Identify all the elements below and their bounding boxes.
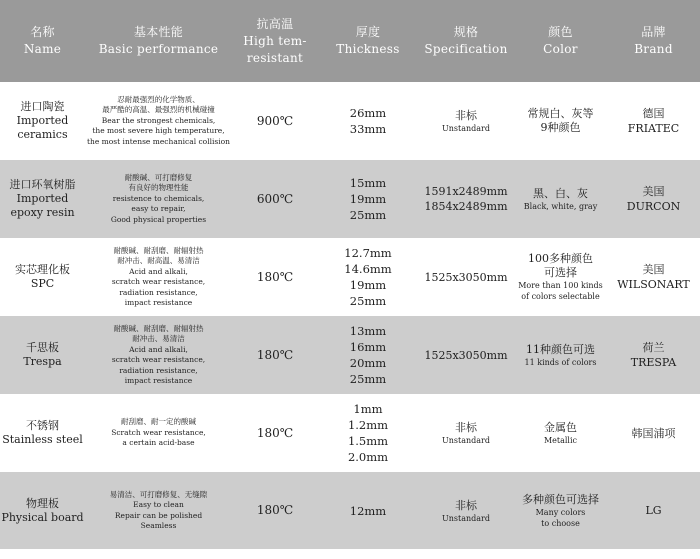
thickness-values-line: 19mm <box>349 192 387 206</box>
material-name-line: Physical board <box>1 510 84 524</box>
specification <box>418 472 514 549</box>
specification <box>418 82 514 160</box>
color-options-line: 多种颜色可选择 <box>522 492 599 506</box>
performance-text-line: Scratch wear resistance, <box>111 427 206 437</box>
color-options <box>514 238 607 316</box>
specification-line: Unstandard <box>442 436 490 445</box>
specification-line: 非标 <box>455 498 477 512</box>
performance-text-line: Acid and alkali, <box>129 344 188 354</box>
brand-name-line: 韩国浦项 <box>631 426 676 440</box>
color-options <box>514 316 607 394</box>
performance-text-line: 耐刮磨、耐一定的酸碱 <box>121 417 196 427</box>
temperature-value-line: 180℃ <box>256 269 294 284</box>
specification <box>418 394 514 472</box>
specification-line: 非标 <box>455 109 477 122</box>
material-name <box>0 160 85 238</box>
performance-text-line: Acid and alkali, <box>129 266 188 276</box>
thickness-values-line: 33mm <box>349 122 387 136</box>
color-options-line: 11种颜色可选 <box>526 342 595 356</box>
color-options <box>514 82 607 160</box>
temperature-value <box>232 472 318 549</box>
material-name-line: 进口陶瓷 <box>20 100 65 113</box>
color-options-line: Black, white, gray <box>523 201 598 211</box>
color-options <box>514 472 607 549</box>
color-options-line: to choose <box>541 518 580 528</box>
material-name <box>0 394 85 472</box>
performance-text-line: 耐酸碱、耐刮磨、耐辐射热 <box>113 245 204 255</box>
brand-name <box>607 472 700 549</box>
brand-name-line: LG <box>645 504 662 517</box>
thickness-values <box>318 472 418 549</box>
thickness-values-line: 15mm <box>349 176 387 190</box>
performance-text <box>85 82 232 160</box>
table-body <box>0 82 700 549</box>
material-name-line: 千思板 <box>26 341 59 354</box>
performance-text <box>85 472 232 549</box>
thickness-values-line: 25mm <box>349 208 387 222</box>
header-row <box>0 0 700 82</box>
material-name-line: Imported <box>16 192 69 205</box>
performance-text-line: 耐冲击、耐高温、易清洁 <box>117 256 200 265</box>
temperature-value-line: 600℃ <box>256 191 294 206</box>
material-name-line: Imported <box>16 114 69 127</box>
specification <box>418 238 514 316</box>
thickness-values <box>318 316 418 394</box>
table-row <box>0 472 700 549</box>
brand-name-line: DURCON <box>626 200 681 213</box>
performance-text-line: impact resistance <box>124 376 193 385</box>
header-name: 名称 Name <box>23 25 62 56</box>
specification-line: 1854x2489mm <box>424 200 508 213</box>
performance-text-line: 耐酸碱、可打磨修复 <box>124 172 193 182</box>
performance-text-line: 忍耐最强烈的化学物质、 <box>117 94 200 104</box>
performance-text <box>85 238 232 316</box>
material-name-line: 物理板 <box>26 496 59 510</box>
brand-name-line: FRIATEC <box>627 122 680 135</box>
thickness-values <box>318 82 418 160</box>
performance-text-line: 耐冲击、易清洁 <box>132 334 185 343</box>
brand-name-line: 德国 <box>642 107 665 120</box>
thickness-values-line: 12.7mm <box>344 246 392 260</box>
thickness-values <box>318 238 418 316</box>
thickness-values-line: 19mm <box>349 278 387 292</box>
table-row <box>0 238 700 316</box>
temperature-value-line: 900℃ <box>256 113 294 128</box>
brand-name-line: WILSONART <box>617 278 690 291</box>
specification-line: 1525x3050mm <box>424 348 508 362</box>
material-name <box>0 82 85 160</box>
performance-text-line: radiation resistance, <box>119 287 198 297</box>
table-row <box>0 316 700 394</box>
thickness-values-line: 1mm <box>353 402 383 416</box>
color-options-line: 金属色 <box>544 420 577 434</box>
header-specification: 规格 Specification <box>424 25 508 56</box>
performance-text-line: impact resistance <box>124 298 193 307</box>
performance-text-line: 有良好的物理性能 <box>128 183 189 193</box>
material-name-line: ceramics <box>17 128 68 141</box>
specification-line: Unstandard <box>442 513 490 523</box>
color-options-line: Metallic <box>543 435 578 445</box>
thickness-values-line: 2.0mm <box>347 450 389 464</box>
performance-text-line: 最严酷的高温、最强烈的机械碰撞 <box>102 105 215 115</box>
header-performance: 基本性能 Basic performance <box>98 25 219 56</box>
thickness-values-line: 16mm <box>349 340 387 354</box>
color-options-line: of colors selectable <box>521 292 600 301</box>
material-name-line: 实芯理化板 <box>15 263 70 276</box>
performance-text-line: 耐酸碱、耐刮磨、耐辐射热 <box>113 323 204 333</box>
thickness-values-line: 1.5mm <box>347 434 389 448</box>
performance-text-line: Seamless <box>140 521 177 530</box>
table-row <box>0 160 700 238</box>
thickness-values-line: 13mm <box>349 324 387 338</box>
material-name-line: 不锈钢 <box>26 419 59 432</box>
temperature-value <box>232 238 318 316</box>
header-color: 颜色 Color <box>543 25 578 56</box>
performance-text-line: resistence to chemicals, <box>112 193 205 203</box>
color-options-line: 9种颜色 <box>540 121 581 134</box>
temperature-value <box>232 160 318 238</box>
material-name <box>0 472 85 549</box>
specification-line: 1525x3050mm <box>424 270 508 284</box>
thickness-values-line: 14.6mm <box>344 262 392 276</box>
header-temperature: 抗高温 High tem- resistant <box>243 16 307 65</box>
brand-name-line: 美国 <box>642 185 665 198</box>
thickness-values-line: 12mm <box>349 503 387 518</box>
thickness-values-line: 20mm <box>349 356 387 370</box>
performance-text-line: a certain acid-base <box>122 438 195 448</box>
brand-name <box>607 160 700 238</box>
brand-name <box>607 316 700 394</box>
specification-line: 1591x2489mm <box>424 185 508 198</box>
material-name-line: SPC <box>30 277 55 290</box>
temperature-value <box>232 394 318 472</box>
thickness-values-line: 26mm <box>349 106 387 120</box>
performance-text-line: Good physical properties <box>110 214 207 224</box>
color-options-line: 可选择 <box>544 266 577 279</box>
specification-line: 非标 <box>455 421 477 434</box>
brand-name <box>607 82 700 160</box>
thickness-values <box>318 160 418 238</box>
color-options-line: Many colors <box>535 507 586 517</box>
brand-name-line: 荷兰 <box>642 341 665 354</box>
performance-text-line: the most severe high temperature, <box>92 126 225 136</box>
temperature-value-line: 180℃ <box>256 503 294 517</box>
specification-line: Unstandard <box>442 124 490 133</box>
header-brand: 品牌 Brand <box>634 25 673 56</box>
color-options-line: 黑、白、灰 <box>533 186 588 200</box>
material-name-line: 进口环氧树脂 <box>9 178 76 191</box>
performance-text <box>85 160 232 238</box>
color-options-line: 常规白、灰等 <box>527 107 594 120</box>
color-options-line: 11 kinds of colors <box>524 357 597 367</box>
performance-text-line: Bear the strongest chemicals, <box>101 115 216 125</box>
brand-name <box>607 238 700 316</box>
table-row <box>0 82 700 160</box>
brand-name-line: TRESPA <box>630 356 677 369</box>
brand-name <box>607 394 700 472</box>
temperature-value <box>232 316 318 394</box>
temperature-value-line: 180℃ <box>256 425 294 440</box>
material-name <box>0 316 85 394</box>
performance-text <box>85 394 232 472</box>
color-options-line: More than 100 kinds <box>518 281 603 290</box>
specification <box>418 316 514 394</box>
color-options-line: 100多种颜色 <box>528 252 593 265</box>
temperature-value-line: 180℃ <box>256 347 294 362</box>
specification <box>418 160 514 238</box>
table-row <box>0 394 700 472</box>
temperature-value <box>232 82 318 160</box>
thickness-values <box>318 394 418 472</box>
material-name <box>0 238 85 316</box>
material-name-line: Stainless steel <box>2 433 83 446</box>
brand-name-line: 美国 <box>642 263 665 276</box>
material-name-line: Trespa <box>23 355 62 368</box>
performance-text-line: the most intense mechanical collision <box>87 136 230 146</box>
performance-text-line: radiation resistance, <box>119 365 198 375</box>
performance-text-line: Repair can be polished <box>114 510 203 520</box>
performance-text <box>85 316 232 394</box>
performance-text-line: easy to repair, <box>131 204 186 214</box>
performance-text-line: 易清洁、可打磨修复、无缝隙 <box>109 489 208 499</box>
thickness-values-line: 25mm <box>349 294 387 308</box>
performance-text-line: Easy to clean <box>133 500 184 509</box>
color-options <box>514 160 607 238</box>
header-thickness: 厚度 Thickness <box>336 25 400 56</box>
thickness-values-line: 25mm <box>349 372 387 386</box>
performance-text-line: scratch wear resistance, <box>111 355 206 364</box>
material-name-line: epoxy resin <box>10 206 75 219</box>
performance-text-line: scratch wear resistance, <box>111 277 206 286</box>
thickness-values-line: 1.2mm <box>347 418 389 432</box>
color-options <box>514 394 607 472</box>
